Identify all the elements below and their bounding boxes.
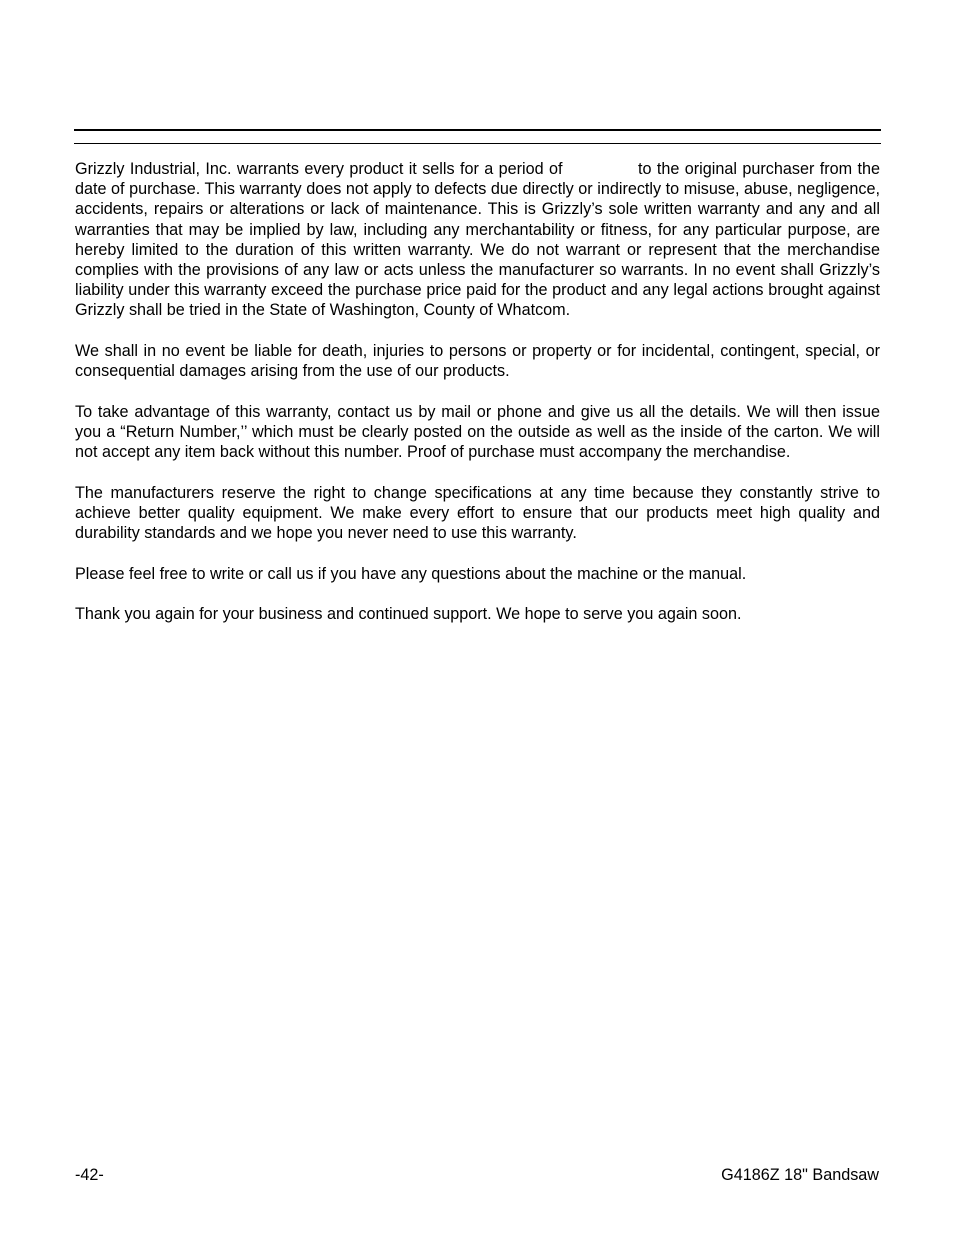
warranty-paragraph-terms: Grizzly Industrial, Inc. warrants every product it sells for a period of to the original purchaser from the date of purchase. This warranty does not apply to defects due directly or indirectly to misuse, abuse, negligence, accidents, repairs or alterations or lack of maintenance. This is Grizzly’s sole written warranty and any and all warranties that may be implied by law, including any merchantability or fitness, for any particular purpose, are hereby limited to the duration of this written warranty. We do not warrant or represent that the merchandise complies with the provisions of any law or acts unless the manufacturer so warrants. In no event shall Grizzly’s liability under this warranty exceed the purchase price paid for the product and any legal actions brought against Grizzly shall be tried in the State of Washington, County of Whatcom. — [75, 160, 880, 320]
warranty-paragraph-contact: Please feel free to write or call us if you have any questions about the machine or the manual. — [75, 564, 747, 583]
header-rule-bottom — [74, 143, 881, 144]
warranty-paragraph-specifications: The manufacturers reserve the right to change specifications at any time because they constantly strive to achieve better quality equipment. We make every effort to ensure that our products meet high quality and durability standards and we hope you never need to use this warranty. — [75, 483, 880, 543]
warranty-body — [75, 159, 880, 645]
header-rule-top — [74, 129, 881, 131]
page-number: -42- — [75, 1166, 104, 1184]
warranty-paragraph-return: To take advantage of this warranty, contact us by mail or phone and give us all the details. We will then issue you a “Return Number,’’ which must be clearly posted on the outside as well as the inside of the carton. We will not accept any item back without this number. Proof of purchase must accompany the merchandise. — [75, 402, 880, 462]
manual-title: G4186Z 18" Bandsaw — [721, 1166, 879, 1184]
warranty-paragraph-liability: We shall in no event be liable for death, injuries to persons or property or for incidental, contingent, special, or consequential damages arising from the use of our products. — [75, 342, 880, 381]
warranty-paragraph-thanks: Thank you again for your business and continued support. We hope to serve you again soon. — [75, 605, 742, 624]
